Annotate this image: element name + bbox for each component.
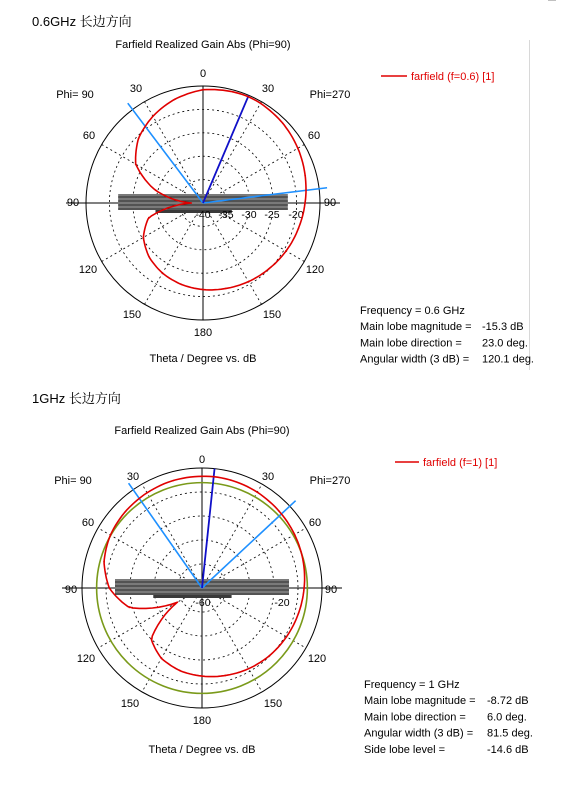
series-point	[298, 228, 300, 230]
angle-label-30-left: 30	[126, 471, 140, 483]
angle-label-60-left: 60	[81, 517, 95, 529]
angle-label-150-right: 150	[262, 309, 282, 321]
info-value: 120.1 deg.	[482, 353, 534, 366]
series-point	[155, 190, 157, 192]
radial-tick-label: -20	[288, 209, 304, 221]
x-axis-label: Theta / Degree vs. dB	[148, 744, 256, 756]
info-label: Main lobe magnitude =	[360, 321, 472, 334]
radial-tick-label: -20	[274, 597, 290, 609]
series-point	[225, 288, 227, 290]
series-point	[177, 601, 179, 603]
polar-grid-spoke	[203, 102, 262, 203]
phi-right-label: Phi=270	[309, 475, 351, 487]
series-point	[135, 163, 137, 165]
series-point	[286, 636, 288, 638]
info-value: 81.5 deg.	[487, 727, 533, 740]
phi-left-label: Phi= 90	[56, 89, 94, 101]
series-point	[302, 560, 304, 562]
series-point	[191, 202, 193, 204]
radial-tick-label: -60	[195, 597, 211, 609]
series-point	[304, 202, 306, 204]
angle-label-60-right: 60	[307, 130, 321, 142]
series-point	[180, 284, 182, 286]
info-value: 23.0 deg.	[482, 337, 528, 350]
angle-label-30-left: 30	[129, 83, 143, 95]
series-point	[294, 534, 296, 536]
series-point	[148, 217, 150, 219]
angle-label-90-right: 90	[323, 197, 337, 209]
angle-label-30-right: 30	[261, 83, 275, 95]
angle-label-150-right: 150	[263, 698, 283, 710]
info-value: -8.72 dB	[487, 695, 529, 708]
angle-label-90-right: 90	[324, 584, 338, 596]
phi-right-label: Phi=270	[309, 89, 351, 101]
series-point	[304, 175, 306, 177]
series-point	[103, 561, 105, 563]
series-point	[129, 607, 131, 609]
series-point	[285, 250, 287, 252]
radial-tick-label: -40	[195, 209, 211, 221]
info-label: Angular width (3 dB) =	[364, 727, 474, 740]
angle-label-90-left: 90	[64, 584, 78, 596]
series-point	[162, 272, 164, 274]
angle-label-120-right: 120	[307, 653, 327, 665]
radial-tick-label: -30	[241, 209, 257, 221]
section-heading-0-6ghz: 0.6GHz 长边方向	[32, 14, 132, 29]
angle-label-180: 180	[192, 715, 212, 727]
series-point	[202, 289, 204, 291]
angle-label-120-left: 120	[76, 653, 96, 665]
info-label: Main lobe direction =	[360, 337, 462, 350]
structure-feed	[153, 595, 231, 598]
series-point	[138, 138, 140, 140]
radial-tick-label: -25	[264, 209, 280, 221]
series-point	[143, 237, 145, 239]
main-lobe-marker-line	[203, 95, 249, 203]
info-label: Frequency = 1 GHz	[364, 679, 460, 691]
beamwidth-marker-line	[128, 103, 203, 203]
info-value: -14.6 dB	[487, 743, 529, 756]
series-point	[297, 147, 299, 149]
angle-label-150-left: 150	[122, 309, 142, 321]
series-point	[298, 613, 300, 615]
series-point	[269, 655, 271, 657]
series-point	[213, 476, 215, 478]
legend-label: farfield (f=0.6) [1]	[411, 71, 495, 83]
polar-grid-spoke	[145, 203, 204, 304]
info-label: Frequency = 0.6 GHz	[360, 305, 465, 317]
series-point	[260, 103, 262, 105]
angle-label-30-right: 30	[261, 471, 275, 483]
series-point	[202, 89, 204, 91]
series-point	[109, 587, 111, 589]
info-value: -15.3 dB	[482, 321, 524, 334]
series-point	[201, 476, 203, 478]
angle-label-0: 0	[199, 68, 207, 80]
series-point	[174, 98, 176, 100]
angle-label-0: 0	[198, 454, 206, 466]
phi-left-label: Phi= 90	[54, 475, 92, 487]
angle-label-60-left: 60	[82, 130, 96, 142]
section-heading-1ghz: 1GHz 长边方向	[32, 391, 121, 406]
angle-label-180: 180	[193, 327, 213, 339]
series-point	[148, 256, 150, 258]
info-label: Main lobe magnitude =	[364, 695, 476, 708]
series-point	[125, 511, 127, 513]
info-label: Angular width (3 dB) =	[360, 353, 470, 366]
series-point	[257, 491, 259, 493]
series-point	[150, 638, 152, 640]
series-point	[146, 492, 148, 494]
chart-title: Farfield Realized Gain Abs (Phi=90)	[114, 425, 290, 437]
x-axis-label: Theta / Degree vs. dB	[149, 353, 257, 365]
series-point	[303, 587, 305, 589]
chart-title: Farfield Realized Gain Abs (Phi=90)	[115, 39, 291, 51]
series-point	[248, 281, 250, 283]
series-point	[152, 116, 154, 118]
series-point	[172, 480, 174, 482]
series-point	[268, 268, 270, 270]
series-point	[230, 479, 232, 481]
radial-tick-label: -35	[218, 209, 234, 221]
series-point	[247, 96, 249, 98]
series-point	[282, 122, 284, 124]
angle-label-120-right: 120	[305, 264, 325, 276]
series-point	[248, 668, 250, 670]
angle-label-150-left: 150	[120, 698, 140, 710]
info-label: Side lobe level =	[364, 743, 446, 756]
polar-grid-spoke	[142, 484, 202, 588]
info-label: Main lobe direction =	[364, 711, 466, 724]
series-point	[225, 675, 227, 677]
angle-label-60-right: 60	[308, 517, 322, 529]
info-value: 6.0 deg.	[487, 711, 527, 724]
series-point	[278, 510, 280, 512]
legend-label: farfield (f=1) [1]	[423, 457, 498, 469]
series-point	[232, 91, 234, 93]
angle-label-90-left: 90	[66, 197, 80, 209]
series-point	[161, 658, 163, 660]
series-point	[110, 534, 112, 536]
angle-label-120-left: 120	[78, 264, 98, 276]
series-point	[179, 670, 181, 672]
series-point	[201, 675, 203, 677]
